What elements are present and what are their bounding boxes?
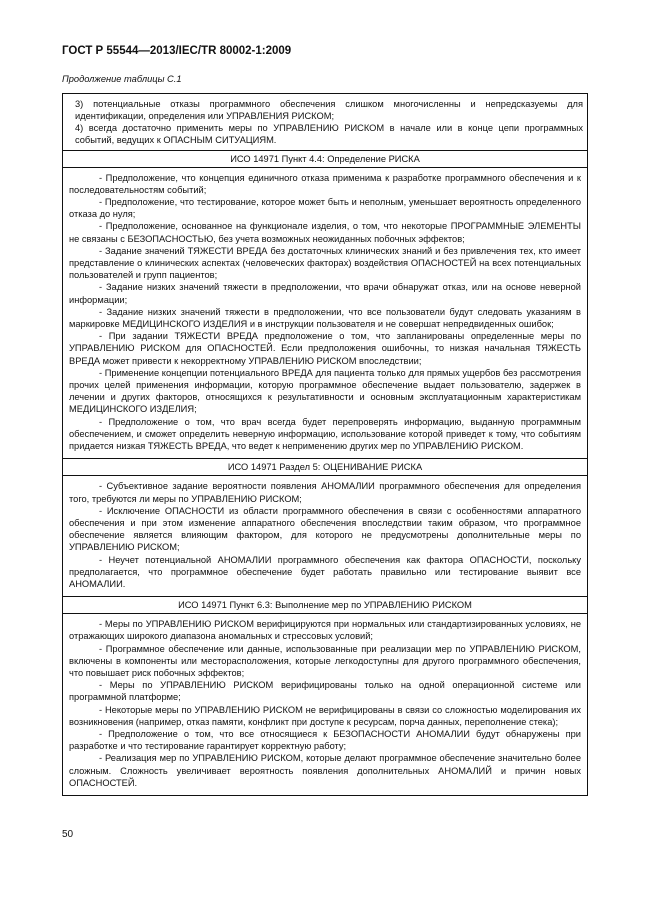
list-item: - Предположение, что тестирование, которое может быть и неполным, уменьшает вероятность определенного отказа до нуля; bbox=[69, 197, 581, 220]
table-continuation-label: Продолжение таблицы С.1 bbox=[62, 74, 182, 84]
intro-item: 4) всегда достаточно применить меры по УПРАВЛЕНИЮ РИСКОМ в начале или в конце цепи программных событий, ведущих к ОПАСНЫМ СИТУАЦИЯМ. bbox=[75, 122, 583, 145]
list-item: - Меры по УПРАВЛЕНИЮ РИСКОМ верифицированы только на одной операционной системе или программной платформе; bbox=[69, 680, 581, 703]
document-header: ГОСТ Р 55544—2013/IEC/TR 80002-1:2009 bbox=[62, 45, 292, 57]
list-item: - Меры по УПРАВЛЕНИЮ РИСКОМ верифицируются при нормальных или стандартизированных условиях, не отражающих широкого диапазона аномальных и стрессовых условий; bbox=[69, 619, 581, 642]
list-item: - Предположение, основанное на функционале изделия, о том, что некоторые ПРОГРАММНЫЕ ЭЛЕМЕНТЫ не связаны с БЕЗОПАСНОСТЬЮ, без учета возможных неожиданных побочных эффектов; bbox=[69, 221, 581, 244]
section-body bbox=[63, 614, 587, 795]
list-item: - Некоторые меры по УПРАВЛЕНИЮ РИСКОМ не верифицированы в связи со сложностью моделирования их возникновения (например, отказ памяти, конфликт при доступе к ресурсам, порча данных, переполнение стека); bbox=[69, 704, 581, 727]
list-item: - Субъективное задание вероятности появления АНОМАЛИИ программного обеспечения для определения того, требуются ли меры по УПРАВЛЕНИЮ РИСКОМ; bbox=[69, 481, 581, 504]
table-c1 bbox=[62, 93, 588, 796]
list-item: - Задание низких значений тяжести в предположении, что все пользователи будут следовать указаниям в маркировке МЕДИЦИНСКОГО ИЗДЕЛИЯ и в инструкции пользователя и не совершат непредвиденных ошибок; bbox=[69, 306, 581, 330]
section-title: ИСО 14971 Пункт 6.3: Выполнение мер по УПРАВЛЕНИЮ РИСКОМ bbox=[63, 597, 587, 614]
section-body bbox=[63, 168, 587, 460]
list-item: - Предположение, что концепция единичного отказа применима к разработке программного обеспечения и к последовательностям событий; bbox=[69, 172, 581, 195]
list-item: - Программное обеспечение или данные, использованные при реализации мер по УПРАВЛЕНИЮ РИСКОМ, включены в компоненты или месторасположения, которые легкодоступны для другого программного обеспечения, что повышает риск побочных эффектов; bbox=[69, 643, 581, 678]
intro-cell bbox=[63, 94, 587, 151]
page-number: 50 bbox=[62, 829, 74, 840]
list-item: - Применение концепции потенциального ВРЕДА для пациента только для прямых ущербов без рассмотрения прочих целей применения информации, которую программное обеспечение выдает пользователю, задержек в лечении и других факторов, относящихся к результативности и основным эксплуатационным характеристикам МЕДИЦИНСКОГО ИЗДЕЛИЯ; bbox=[69, 367, 581, 415]
intro-item: 3) потенциальные отказы программного обеспечения слишком многочисленны и непредсказуемы для идентификации, определения или УПРАВЛЕНИЯ РИСКОМ; bbox=[75, 99, 583, 121]
list-item: - Реализация мер по УПРАВЛЕНИЮ РИСКОМ, которые делают программное обеспечение значительно более сложным. Сложность увеличивает вероятность появления дополнительных АНОМАЛИЙ и причин новых ОПАСНОСТЕЙ. bbox=[69, 753, 581, 788]
list-item: - Неучет потенциальной АНОМАЛИИ программного обеспечения как фактора ОПАСНОСТИ, поскольку предполагается, что программное обеспечение будет работать правильно или тестирование выявит все АНОМАЛИИ. bbox=[69, 554, 581, 589]
list-item: - Предположение о том, что все относящиеся к БЕЗОПАСНОСТИ АНОМАЛИИ будут обнаружены при разработке и что тестирование гарантирует корректную работу; bbox=[69, 728, 581, 752]
section-title: ИСО 14971 Пункт 4.4: Определение РИСКА bbox=[63, 151, 587, 168]
list-item: - Задание низких значений тяжести в предположении, что врачи обнаружат отказ, или на основе неверной информации; bbox=[69, 282, 581, 305]
section-body bbox=[63, 476, 587, 597]
section-title: ИСО 14971 Раздел 5: ОЦЕНИВАНИЕ РИСКА bbox=[63, 459, 587, 476]
list-item: - Задание значений ТЯЖЕСТИ ВРЕДА без достаточных клинических знаний и без привлечения тех, кто имеет представление о клинических аспектах (человеческих факторах) воздействия ОПАСНОСТЕЙ на всех потенциальных пользователей и групп пациентов; bbox=[69, 245, 581, 281]
list-item: - Исключение ОПАСНОСТИ из области программного обеспечения в связи с особенностями аппаратного обеспечения и при этом изменение аппаратного обеспечения впоследствии таким образом, что программное обеспечение является влияющим фактором, для которого не предусмотрены дополнительные меры по УПРАВЛЕНИЮ РИСКОМ; bbox=[69, 505, 581, 553]
list-item: - Предположение о том, что врач всегда будет перепроверять информацию, выданную программным обеспечением, и сможет определить неверную информацию, использование которой приведет к тому, что событиям придается низкая ТЯЖЕСТЬ ВРЕДА, что ведет к неприменению других мер по УПРАВЛЕНИЮ РИСКОМ. bbox=[69, 416, 581, 452]
list-item: - При задании ТЯЖЕСТИ ВРЕДА предположение о том, что запланированы определенные меры по УПРАВЛЕНИЮ РИСКОМ для ОПАСНОСТЕЙ. Если предположения ошибочны, то низкая начальная ТЯЖЕСТЬ ВРЕДА может привести к некорректному УПРАВЛЕНИЮ РИСКОМ впоследствии; bbox=[69, 331, 581, 366]
